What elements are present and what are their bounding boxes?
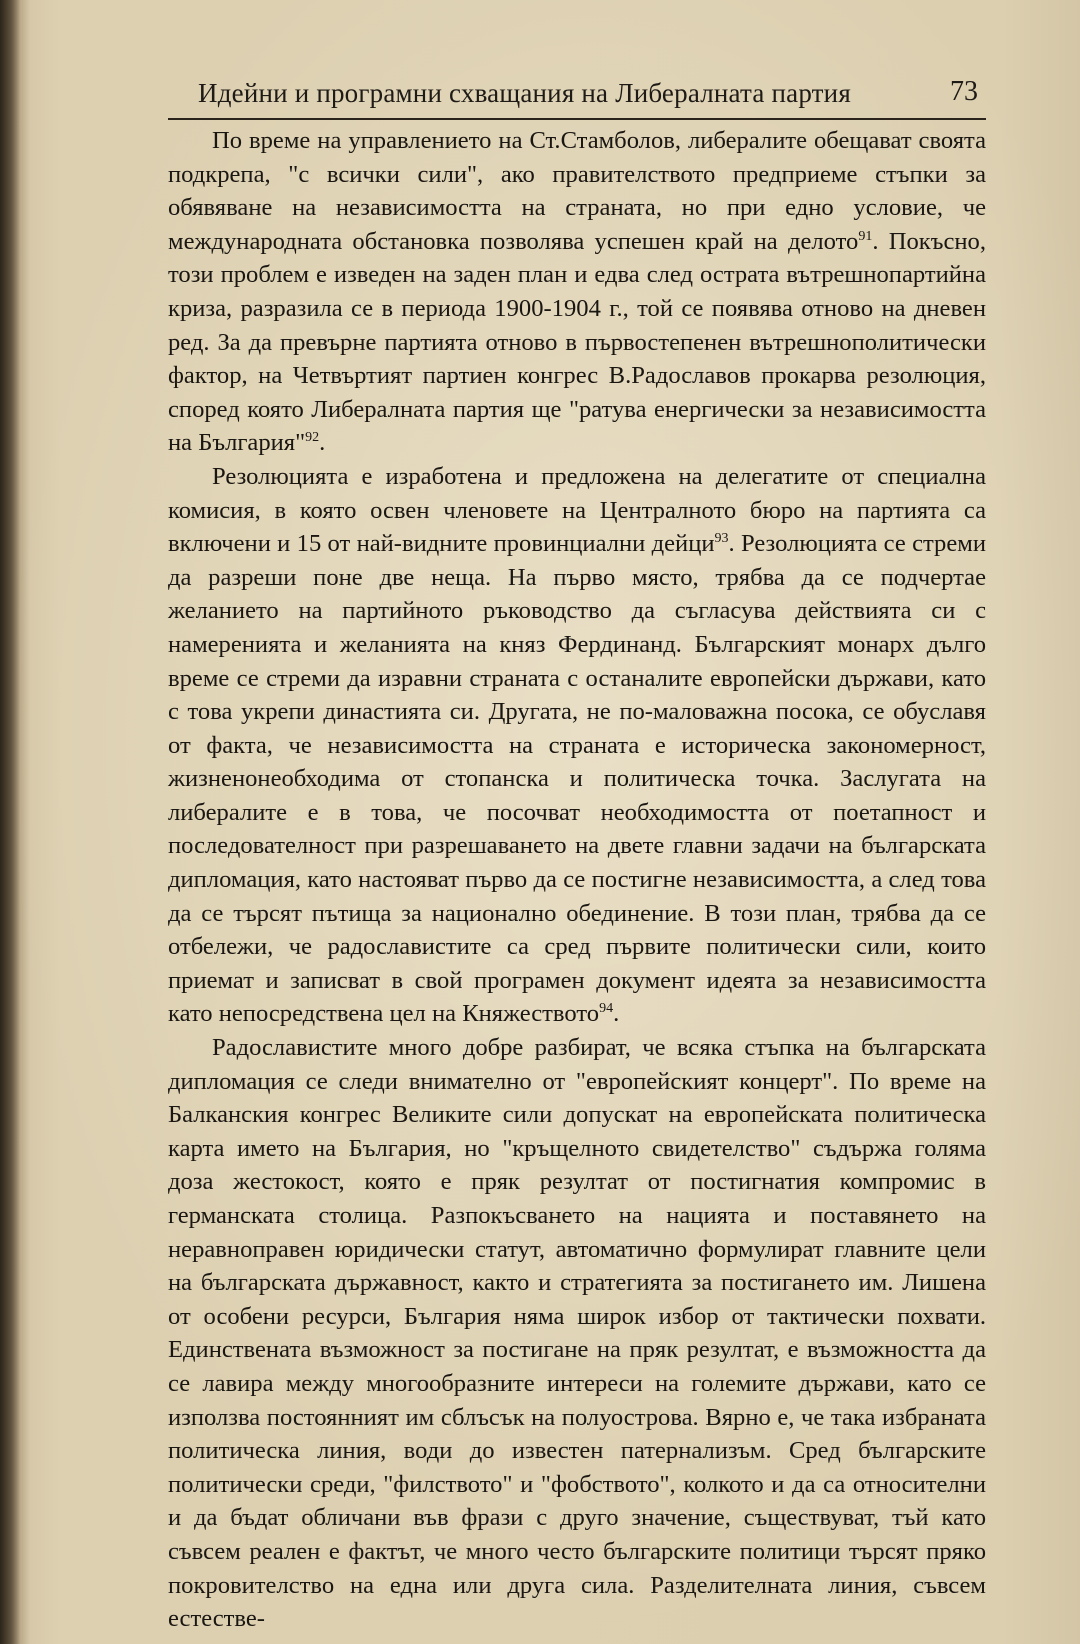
footnote-ref-94: 94 — [599, 1001, 614, 1017]
footnote-ref-92: 92 — [305, 430, 320, 446]
header-title: Идейни и програмни схващания на Либералната партия — [198, 78, 851, 108]
paragraph-2: Резолюцията е изработена и предложена на делегатите от специална комисия, в която освен членовете на Централното бюро на партията са включени и 15 от най-видните провинциални дейци$^{93}$. Резолюцията се стреми да разреши поне две неща. На първо място, трябва да се подчертае желанието на партийното ръководство да съгласува действията си с намеренията и желанията на княз Фердинанд. Българският монарх дълго време се стреми да изравни страната с останалите европейски държави, като с това укрепи династията си. Другата, не по-маловажна посока, се обуславя от факта, че независимостта на страната е историческа закономерност, жизненонеобходима от стопанска и политическа точка. Заслугата на либералите е в това, че посочват необходимостта от поетапност и последователност при разрешаването на двете главни задачи на българската дипломация, като настояват първо да се постигне независимостта, а след това да се търсят пътища за национално обединение. В този план, трябва да се отбележи, че радославистите са сред първите политически сили, които приемат и записват в свой програмен документ идеята за независимостта като непосредствена цел на Княжеството$^{94}$. — [168, 462, 986, 1028]
running-header — [168, 76, 986, 116]
paragraph-3: Радославистите много добре разбират, че всяка стъпка на българската дипломация се следи внимателно от "европейският концерт". По време на Балканския конгрес Великите сили допускат на европейската политическа карта името на България, но "кръщелното свидетелство" съдържа голяма доза жестокост, която е пряк резултат от постигнатия компромис в германската столица. Разпокъсването на нацията и поставянето на неравноправен юридически статут, автоматично формулират главните цели на българската държавност, както и стратегията за постигането им. Лишена от особени ресурси, България няма широк избор от тактически похвати. Единствената възможност за постигане на пряк резултат, е възможността да се лавира между многообразните интереси на големите държави, като се използва постоянният им сблъсък на полуострова. Вярно е, че така избраната политическа линия, води до известен патернализъм. Сред българските политически среди, "филството" и "фобството", колкото и да са относителни и да бъдат обличани във фрази с друго значение, съществуват, тъй като съвсем реален е фактът, че много често българските политици търсят пряко покровителство на една или друга сила. Разделителната линия, съвсем естестве- — [168, 1034, 986, 1633]
page-binding-shadow — [0, 0, 20, 1644]
footnote-ref-91: 91 — [858, 228, 873, 244]
body-text — [168, 124, 986, 1633]
paragraph-1: По време на управлението на Ст.Стамболов, либералите обещават своята подкрепа, "с всички сили", ако правителството предприеме стъпки за обявяване на независимостта на страната, но при едно условие, че международната обстановка позволява успешен край на делото$^{91}$. Покъсно, този проблем е изведен на заден план и едва след острата вътрешнопартийна криза, разразила се в периода 1900-1904 г., той се появява отново на дневен ред. За да превърне партията отново в първостепенен вътрешнополитически фактор, на Четвъртият партиен конгрес В.Радославов прокарва резолюция, според която Либералната партия ще "ратува енергически за независимостта на България"$^{92}$. — [168, 127, 986, 457]
header-rule — [168, 118, 986, 120]
page-number: 73 — [950, 76, 978, 107]
footnote-ref-93: 93 — [714, 530, 729, 546]
